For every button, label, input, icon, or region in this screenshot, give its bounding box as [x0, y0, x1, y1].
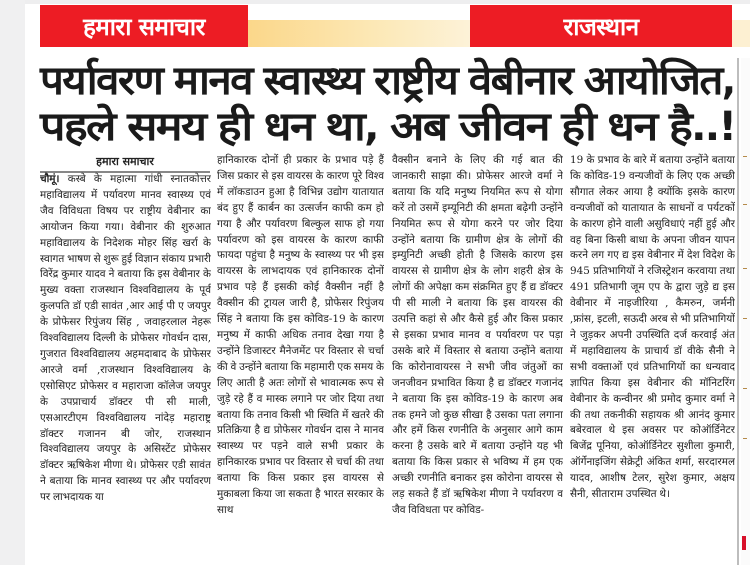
article-column-4: [570, 153, 735, 565]
column-divider: [737, 58, 739, 565]
top-strip: [0, 0, 750, 4]
adjacent-article-edge: [741, 58, 750, 565]
headline-line-2: पहले समय ही धन था, अब जीवन ही धन है..!: [40, 104, 736, 150]
section-banner: [470, 5, 732, 47]
column-3-text: वैक्सीन बनाने के लिए की गई बात की जानकारी साझा की। प्रोफेसर आरजे वर्मा ने बताया कि यदि मनुष्य नियमित रूप से योगा करें तो उसमें इम्यूनिटी की क्षमता बढ़ेगी उन्होंने नियमित रूप से योगा करने पर जोर दिया उन्होंने बताया कि ग्रामीण क्षेत्र के लोगों की इम्युनिटी अच्छी होती है जिसके कारण इस वायरस से ग्रामीण क्षेत्र के लोग शहरी क्षेत्र के लोगों की अपेक्षा कम संक्रमित हुए हैं द्य डॉक्टर पी सी माली ने बताया कि इस वायरस की उत्पत्ति कहां से और कैसे हुई और किस प्रकार से इसका प्रभाव मानव व पर्यावरण पर पड़ा उसके बारे में विस्तार से बताया उन्होंने बताया कि कोरोनावायरस ने सभी जीव जंतुओं का जनजीवन प्रभावित किया है द्य डॉक्टर गजानंद ने बताया कि इस कोविड-19 के कारण अब तक हमने जो कुछ सीखा है उसका पता लगाना और हमें किस रणनीति के अनुसार आगे काम करना है उसके बारे में बताया उन्होंने यह भी बताया कि किस प्रकार से भविष्य में हम एक अच्छी रणनीति बनाकर इस कोरोना वायरस से लड़ सकते हैं डॉ ऋषिकेश मीणा ने पर्यावरण व जैव विविधता पर कोविड-: [392, 154, 563, 516]
article-column-1: [40, 172, 211, 565]
column-2-text: हानिकारक दोनों ही प्रकार के प्रभाव पड़े हैं जिस प्रकार से इस वायरस के कारण पूरे विश्व में लॉकडाउन हुआ है विभिन्न उद्योग यातायात बंद हुए हैं कार्बन का उत्सर्जन काफी कम हो गया है और पर्यावरण बिल्कुल साफ हो गया पर्यावरण को इस वायरस के कारण काफी फायदा पहुंचा है मनुष्य के स्वास्थ्य पर भी इस वायरस के लाभदायक एवं हानिकारक दोनों प्रभाव पड़े हैं इसकी कोई वैक्सीन नहीं है वैक्सीन की ट्रायल जारी है, प्रोफेसर रिपुंजय सिंह ने बताया कि इस कोविड-19 के कारण मनुष्य में काफी अधिक तनाव देखा गया है उन्होंने डिजास्टर मैनेजमेंट पर विस्तार से चर्चा की वे उन्होंने बताया कि महामारी एक समय के लिए आती है अतः लोगों से भावात्मक रूप से जुड़े रहे हैं व मास्क लगाने पर जोर दिया तथा बताया कि तनाव किसी भी स्थिति में खतरे की प्रतिक्रिया है द्य प्रोफेसर गोवर्धन दास ने मानव स्वास्थ्य पर पड़ने वाले सभी प्रकार के हानिकारक प्रभाव पर विस्तार से चर्चा की तथा बताया कि किस प्रकार इस वायरस से मुकाबला किया जा सकता है भारत सरकार के साथ: [217, 154, 384, 516]
publication-name: हमारा समाचार: [83, 12, 205, 41]
dateline: चौमूं।: [40, 173, 60, 185]
page-left-margin: [0, 0, 25, 565]
byline: हमारा समाचार: [40, 154, 210, 173]
header-band: [248, 20, 470, 47]
publication-banner: [40, 5, 248, 47]
headline-line-1: पर्यावरण मानव स्वास्थ्य राष्ट्रीय वेबीनार आयोजित,: [40, 58, 735, 104]
column-1-text: कस्बे के महात्मा गांधी स्नातकोत्तर महाविद्यालय में पर्यावरण मानव स्वास्थ्य एवं जैव विविधता विषय पर राष्ट्रीय वेबीनार का आयोजन किया गया। वेबीनार की शुरुआत महाविद्यालय के निदेशक मोहर सिंह खर्रा के स्वागत भाषण से शुरू हुई विज्ञान संकाय प्रभारी विरेंद्र कुमार यादव ने बताया कि इस वेबीनार के मुख्य वक्ता राजस्थान विश्वविद्यालय के पूर्व कुलपति डॉ एडी सावंत ,आर आई पी ए जयपुर के प्रोफेसर रिपुंजय सिंह , जवाहरलाल नेहरू विश्वविद्यालय दिल्ली के प्रोफेसर गोवर्धन दास, गुजरात विश्वविद्यालय अहमदाबाद के प्रोफेसर आरजे वर्मा ,राजस्थान विश्वविद्यालय के एसोसिएट प्रोफेसर व महाराजा कॉलेज जयपुर के उपप्राचार्य डॉक्टर पी सी माली, एसआरटीएम विश्वविद्यालय नांदेड़ महाराष्ट्र डॉक्टर गजानन बी जोर, राजस्थान विश्वविद्यालय जयपुर के असिस्टेंट प्रोफेसर डॉक्टर ऋषिकेश मीणा थे। प्रोफेसर एडी सावंत ने बताया कि मानव स्वास्थ्य पर और पर्यावरण पर लाभदायक या: [40, 173, 211, 504]
header-band-right: [732, 20, 750, 47]
column-4-text: 19 के प्रभाव के बारे में बताया उन्होंने बताया कि कोविड-19 वन्यजीवों के लिए एक अच्छी सौगात लेकर आया है क्योंकि इसके कारण वन्यजीवों को यातायात के साधनों व पर्यटकों के कारण होने वाली असुविधाएं नहीं हुई और वह बिना किसी बाधा के अपना जीवन यापन करने लग गए द्य इस वेबीनार में देश विदेश के 945 प्रतिभागियों ने रजिस्ट्रेशन करवाया तथा 491 प्रतिभागी जूम एप के द्वारा जुड़े द्य इस वेबीनार में नाइजीरिया , कैमरुन, जर्मनी ,फ्रांस, इटली, सऊदी अरब से भी प्रतिभागियों ने जुड़कर अपनी उपस्थिति दर्ज करवाई अंत में महाविद्यालय के प्राचार्य डॉ वीके सैनी ने सभी वक्ताओं एवं प्रतिभागियों का धन्यवाद ज्ञापित किया इस वेबीनार की मॉनिटरिंग वेबीनार के कन्वीनर श्री प्रमोद कुमार वर्मा ने की तथा तकनीकी सहायक श्री आनंद कुमार बबेरवाल थे इस अवसर पर कोऑर्डिनेटर बिजेंद्र पूनिया, कोऑर्डिनेटर सुशीला कुमारी, ऑर्गेनाइजिंग सेक्रेट्री अंकित शर्मा, सरदारमल यादव, आशीष टेलर, सुरेश कुमार, अक्षय सैनी, सीताराम उपस्थित थे।: [570, 154, 735, 501]
article-column-2: [217, 153, 384, 565]
section-name: राजस्थान: [563, 12, 639, 41]
article-column-3: [392, 153, 563, 565]
